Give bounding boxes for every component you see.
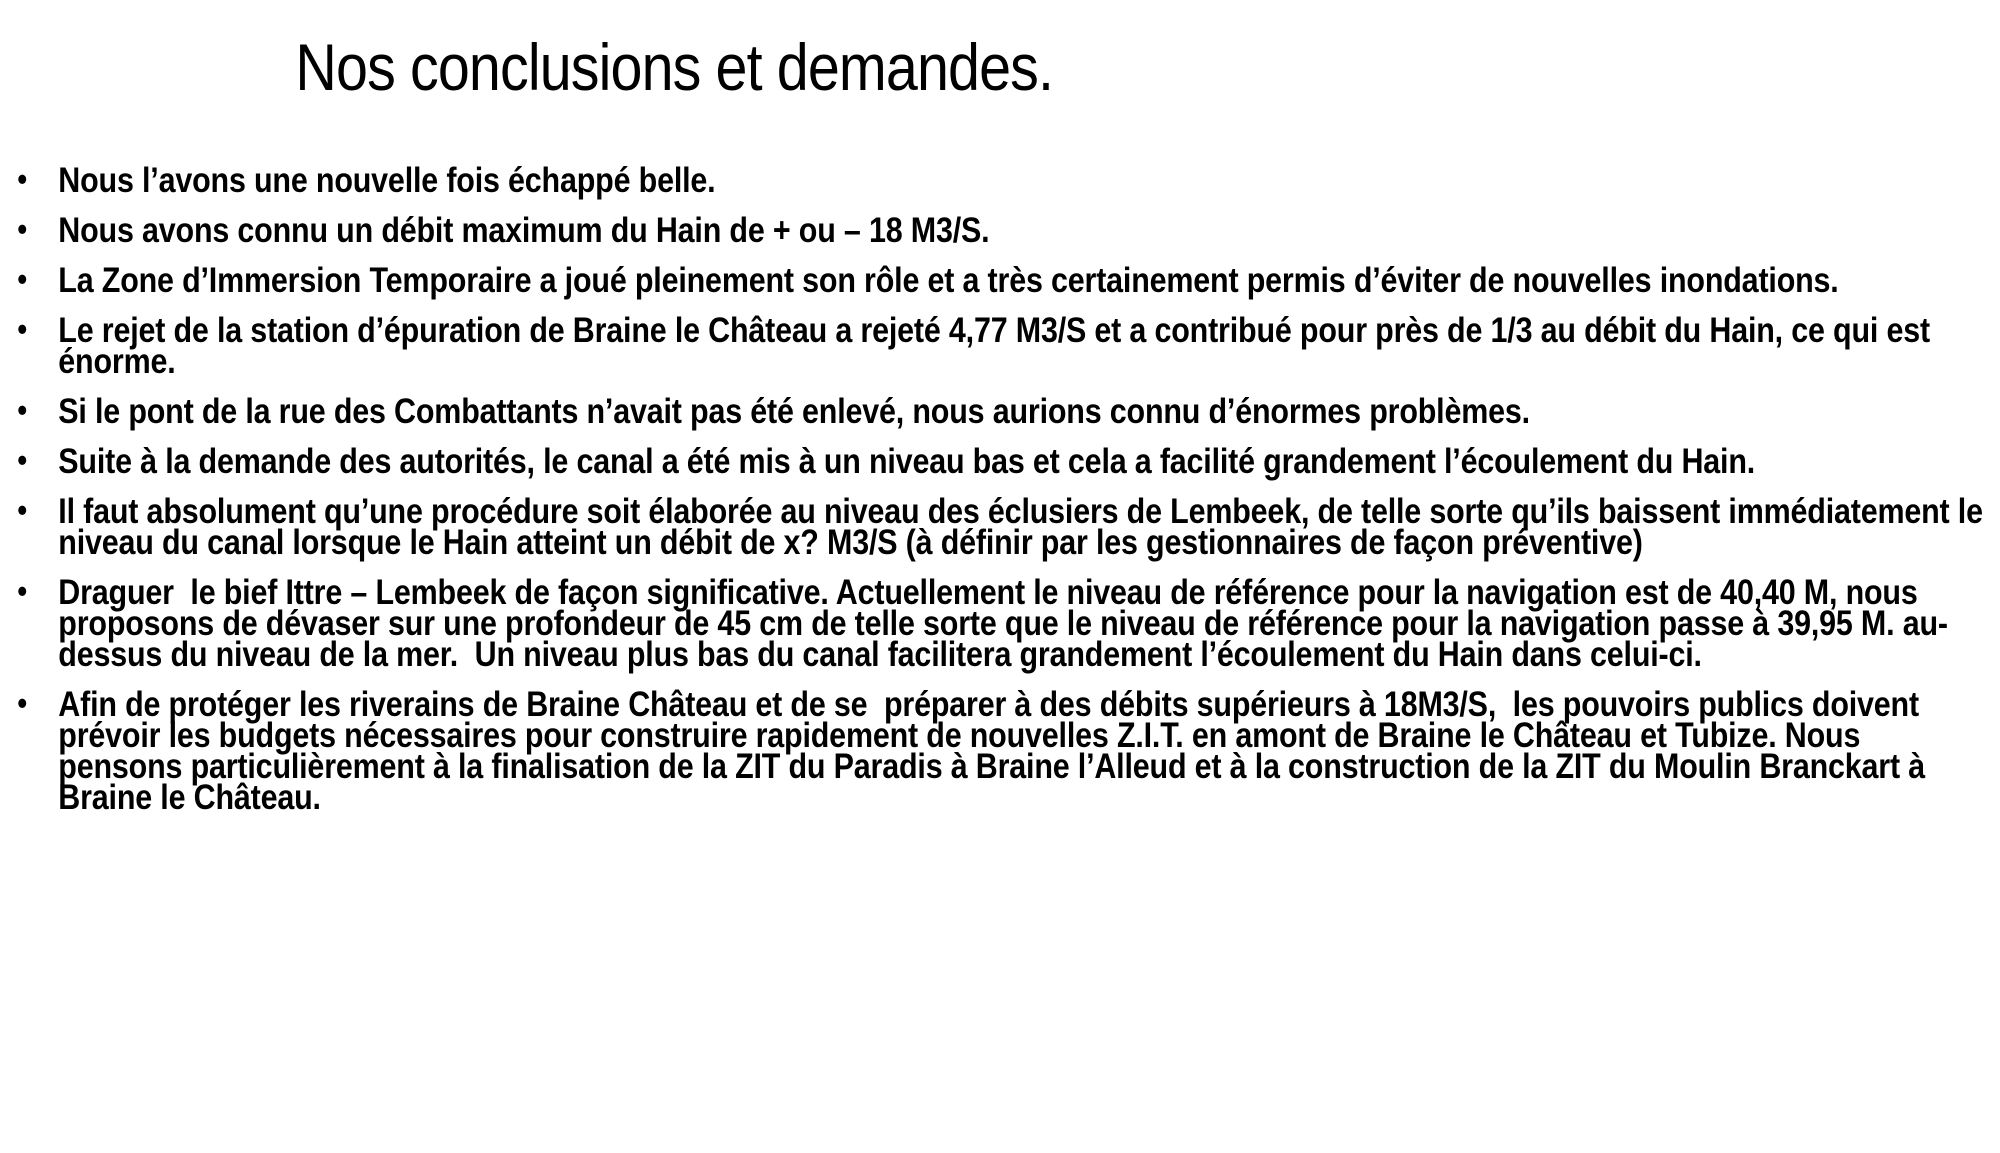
bullet-item bbox=[0, 442, 1986, 482]
bullet-text: La Zone d’Immersion Temporaire a joué pleinement son rôle et a très certainement permis d’éviter de nouvelles inondations. bbox=[58, 261, 1839, 301]
bullet-marker: • bbox=[17, 261, 27, 298]
bullet-item bbox=[0, 573, 1986, 675]
bullet-text: Si le pont de la rue des Combattants n’avait pas été enlevé, nous aurions connu d’énormes problèmes. bbox=[58, 392, 1530, 432]
bullet-marker: • bbox=[17, 573, 27, 610]
bullet-text: Draguer le bief Ittre – Lembeek de façon significative. Actuellement le niveau de référence pour la navigation est de 40,40 M, nous proposons de dévaser sur une profondeur de 45 cm de telle sorte que le niveau de référence pour la navigation passe à 39,95 M. au-dessus du niveau de la mer. Un niveau plus bas du canal facilitera grandement l’écoulement du Hain dans celui-ci. bbox=[58, 573, 1948, 675]
bullet-marker: • bbox=[17, 392, 27, 429]
bullet-item bbox=[0, 211, 1986, 251]
bullet-marker: • bbox=[17, 311, 27, 348]
bullet-text: Le rejet de la station d’épuration de Braine le Château a rejeté 4,77 M3/S et a contribué pour près de 1/3 au débit du Hain, ce qui est énorme. bbox=[58, 311, 1939, 382]
bullet-marker: • bbox=[17, 161, 27, 198]
bullet-text: Afin de protéger les riverains de Braine Château et de se préparer à des débits supérieurs à 18M3/S, les pouvoirs publics doivent prévoir les budgets nécessaires pour construire rapidement de nouvelles Z.I.T. en amont de Braine le Château et Tubize. Nous pensons particulièrement à la finalisation de la ZIT du Paradis à Braine l’Alleud et à la construction de la ZIT du Moulin Branckart à Braine le Château. bbox=[58, 685, 1934, 818]
bullet-item bbox=[0, 392, 1986, 432]
bullet-text: Suite à la demande des autorités, le canal a été mis à un niveau bas et cela a facilité grandement l’écoulement du Hain. bbox=[58, 442, 1756, 482]
bullet-text: Nous l’avons une nouvelle fois échappé belle. bbox=[58, 161, 716, 201]
bullet-item bbox=[0, 685, 1986, 818]
slide-title: Nos conclusions et demandes. bbox=[295, 30, 1054, 104]
bullet-marker: • bbox=[17, 492, 27, 529]
bullet-item bbox=[0, 261, 1986, 301]
slide bbox=[0, 28, 2000, 818]
bullet-marker: • bbox=[17, 685, 27, 722]
bullet-item bbox=[0, 492, 1992, 563]
bullet-marker: • bbox=[17, 211, 27, 248]
bullet-text: Il faut absolument qu’une procédure soit élaborée au niveau des éclusiers de Lembeek, de telle sorte qu’ils baissent immédiatement le niveau du canal lorsque le Hain atteint un débit de x? M3/S (à définir par les gestionnaires de façon préventive) bbox=[58, 492, 1992, 563]
bullet-text: Nous avons connu un débit maximum du Hain de + ou – 18 M3/S. bbox=[58, 211, 990, 251]
bullet-item bbox=[0, 311, 1986, 382]
bullet-list bbox=[0, 161, 2000, 818]
bullet-marker: • bbox=[17, 442, 27, 479]
bullet-item bbox=[0, 161, 1986, 201]
